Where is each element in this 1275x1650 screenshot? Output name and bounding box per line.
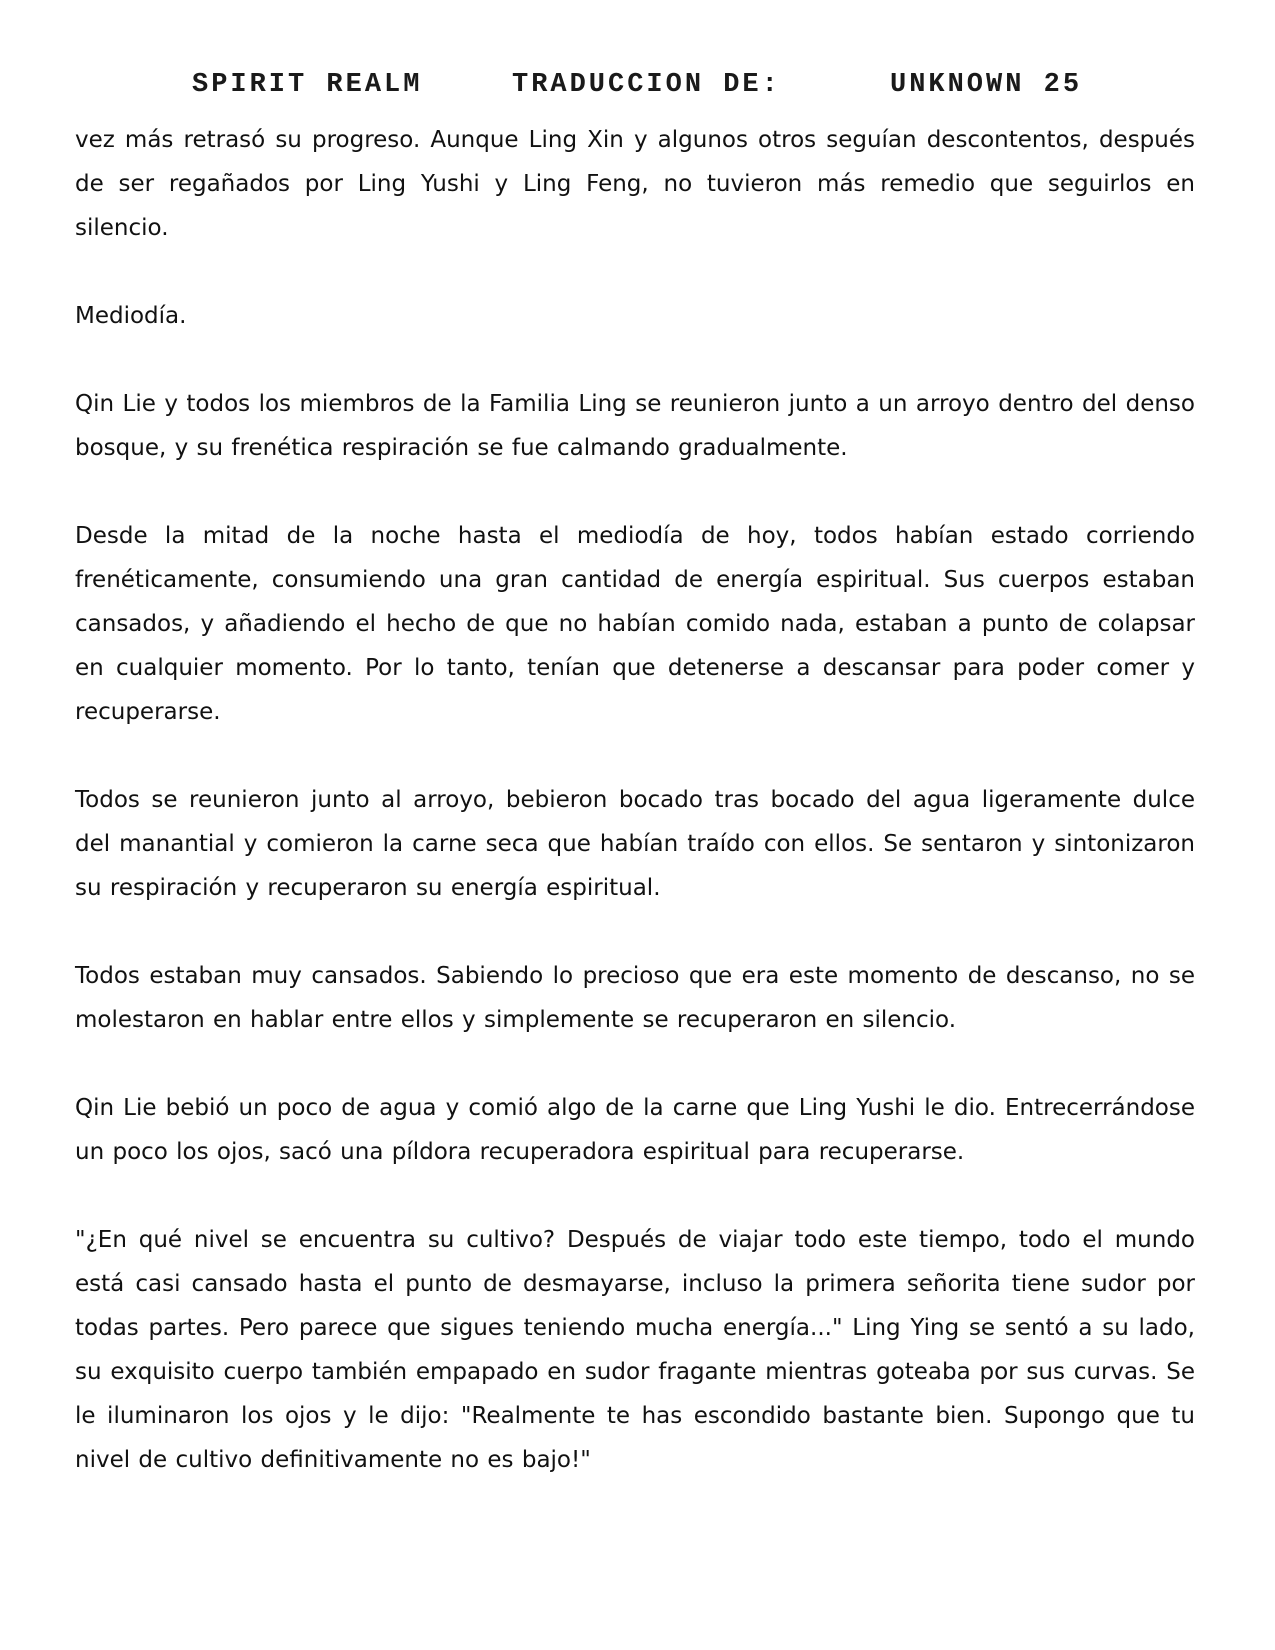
paragraph: Qin Lie y todos los miembros de la Familia Ling se reunieron junto a un arroyo dentro del denso bosque, y su frenética respiración se fue calmando gradualmente. <box>75 391 1195 461</box>
paragraph: Desde la mitad de la noche hasta el mediodía de hoy, todos habían estado corriendo frenéticamente, consumiendo una gran cantidad de energía espiritual. Sus cuerpos estaban cansados, y añadiendo el hecho de que no habían comido nada, estaban a punto de colapsar en cualquier momento. Por lo tanto, tenían que detenerse a descansar para poder comer y recuperarse. <box>75 523 1195 725</box>
paragraph: vez más retrasó su progreso. Aunque Ling Xin y algunos otros seguían descontentos, después de ser regañados por Ling Yushi y Ling Feng, no tuvieron más remedio que seguirlos en silencio. <box>75 127 1195 241</box>
paragraph: Qin Lie bebió un poco de agua y comió algo de la carne que Ling Yushi le dio. Entrecerrándose un poco los ojos, sacó una píldora recuperadora espiritual para recuperarse. <box>75 1095 1195 1165</box>
header-translation-label: TRADUCCION DE: <box>512 70 781 100</box>
header-series-title: SPIRIT REALM <box>192 70 423 100</box>
paragraph: "¿En qué nivel se encuentra su cultivo? Después de viajar todo este tiempo, todo el mundo está casi cansado hasta el punto de desmayarse, incluso la primera señorita tiene sudor por todas partes. Pero parece que sigues teniendo mucha energía..." Ling Ying se sentó a su lado, su exquisito cuerpo también empapado en sudor fragante mientras goteaba por sus curvas. Se le iluminaron los ojos y le dijo: "Realmente te has escondido bastante bien. Supongo que tu nivel de cultivo definitivamente no es bajo!" <box>75 1227 1195 1473</box>
header-translator-name: UNKNOWN 25 <box>890 70 1083 100</box>
document-body <box>75 118 1195 1526</box>
paragraph: Todos se reunieron junto al arroyo, bebieron bocado tras bocado del agua ligeramente dulce del manantial y comieron la carne seca que habían traído con ellos. Se sentaron y sintonizaron su respiración y recuperaron su energía espiritual. <box>75 787 1195 901</box>
paragraph: Todos estaban muy cansados. Sabiendo lo precioso que era este momento de descanso, no se molestaron en hablar entre ellos y simplemente se recuperaron en silencio. <box>75 963 1195 1033</box>
page-header <box>0 70 1275 110</box>
paragraph: Mediodía. <box>75 303 187 329</box>
